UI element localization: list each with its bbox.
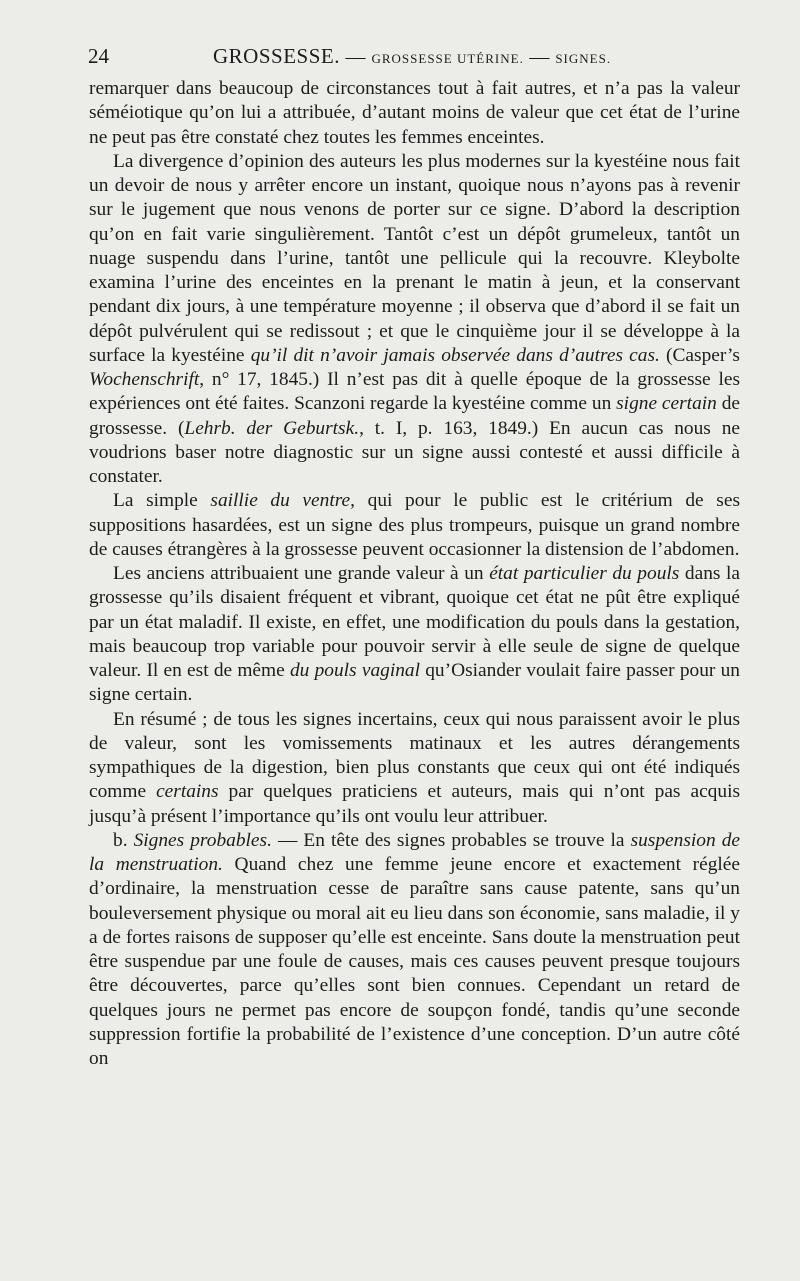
body-text bbox=[89, 77, 740, 1071]
italic-text: Wochenschrift bbox=[89, 369, 200, 390]
text-run: qu’Osiander voulait faire passer pour un signe certain. bbox=[89, 660, 740, 706]
text-run: par quelques praticiens et auteurs, mais qui n’ont pas acquis jusqu’à présent l’importance qu’ils ont voulu leur attribuer. bbox=[89, 781, 741, 827]
running-title bbox=[213, 44, 611, 69]
header-section: GROSSESSE UTÉRINE. bbox=[371, 51, 524, 66]
header-separator: — bbox=[339, 46, 372, 68]
text-run: , n° 17, 1845.) Il n’est pas dit à quelle époque de la grossesse les expériences ont été faites. Scanzoni regarde la kyestéine comme un bbox=[89, 369, 740, 415]
text-run: dans la grossesse qu’ils disaient fréquent et vibrant, quoique cet état ne pût être expliqué par un état maladif. Il existe, en effet, une modification du pouls dans la gestation, mais beaucoup trop variable pour pouvoir servir à elle seule de signe de quelque valeur. Il en est de même bbox=[89, 563, 741, 681]
text-run: Les anciens attribuaient une grande valeur à un bbox=[113, 563, 490, 584]
italic-text: certains bbox=[156, 781, 219, 803]
italic-text: saillie du ventre bbox=[210, 490, 351, 512]
text-run: En résumé ; de tous les signes incertains, ceux qui nous paraissent avoir le plus de valeur, sont les vomissements matinaux et les autres dérangements sympathiques de la digestion, bien plus constants que ceux qui ont été indiqués comme bbox=[89, 708, 740, 803]
running-header bbox=[88, 44, 740, 72]
paragraph bbox=[89, 562, 740, 708]
italic-text: du pouls vaginal bbox=[289, 660, 420, 681]
italic-text: suspension de la menstruation. bbox=[89, 829, 741, 875]
header-title: GROSSESSE. bbox=[213, 44, 340, 68]
text-run: La simple bbox=[113, 490, 211, 512]
italic-text: signe certain bbox=[616, 393, 717, 415]
paragraph bbox=[89, 829, 740, 1072]
paragraph bbox=[89, 489, 740, 562]
text-run: (Casper’s bbox=[659, 344, 740, 366]
text-run: Quand chez une femme jeune encore et exactement réglée d’ordinaire, la menstruation cesse de paraître sans cause patente, sans qu’un bouleversement physique ou moral ait eu lieu dans son économie, sans maladie, il y a de fortes raisons de supposer qu’elle est enceinte. Sans doute la menstruation peut être suspendue par une foule de causes, mais ces causes peuvent presque toujours être découvertes, parce qu’elles sont bien connues. Cependant un retard de quelques jours ne permet pas encore de soupçon fondé, tandis qu’une seconde suppression fortifie la probabilité de l’existence d’une conception. D’un autre côté on bbox=[89, 854, 741, 1069]
page-number: 24 bbox=[88, 44, 109, 68]
text-run: La divergence d’opinion des auteurs les plus modernes sur la kyestéine nous fait un devoir de nous y arrêter encore un instant, quoique nous n’ayons pas à revenir sur le jugement que nous venons de porter sur ce signe. D’abord la description qu’on en fait varie singulièrement. Tantôt c’est un dépôt grumeleux, tantôt un nuage suspendu dans l’urine, tantôt une pellicule qui la recouvre. Kleybolte examina l’urine des enceintes en la prenant le matin à jeun, et la conservant pendant dix jours, à une température moyenne ; il observa que d’abord il se fait un dépôt pulvérulent qui se redissout ; et que le cinquième jour il se développe à la surface la kyestéine bbox=[89, 150, 740, 366]
italic-text: Signes probables. bbox=[133, 829, 272, 851]
paragraph bbox=[89, 708, 740, 829]
text-run: remarquer dans beaucoup de circonstances tout à fait autres, et n’a pas la valeur séméiotique qu’on lui a attribuée, d’autant moins de valeur que cet état de l’urine ne peut pas être constaté chez toutes les femmes enceintes. bbox=[89, 78, 740, 148]
text-run: , qui pour le public est le critérium de ses suppositions hasardées, est un signe des plus trompeurs, puisque un grand nombre de causes étrangères à la grossesse peuvent occasionner la distension de l’abdomen. bbox=[89, 490, 740, 560]
text-run: , t. I, p. 163, 1849.) En aucun cas nous ne voudrions baser notre diagnostic sur un signe aussi contesté et aussi difficile à constater. bbox=[89, 417, 740, 487]
paragraph bbox=[89, 150, 740, 490]
text-run: de grossesse. ( bbox=[89, 393, 741, 439]
header-subsection: SIGNES. bbox=[555, 51, 612, 66]
text-run: b. bbox=[113, 829, 134, 851]
header-separator: — bbox=[523, 46, 556, 68]
text-run: — En tête des signes probables se trouve la bbox=[271, 829, 631, 851]
paragraph bbox=[89, 77, 740, 150]
italic-text: état particulier du pouls bbox=[489, 563, 680, 584]
italic-text: qu’il dit n’avoir jamais observée dans d’autres cas. bbox=[250, 344, 660, 366]
italic-text: Lehrb. der Geburtsk. bbox=[184, 417, 360, 439]
